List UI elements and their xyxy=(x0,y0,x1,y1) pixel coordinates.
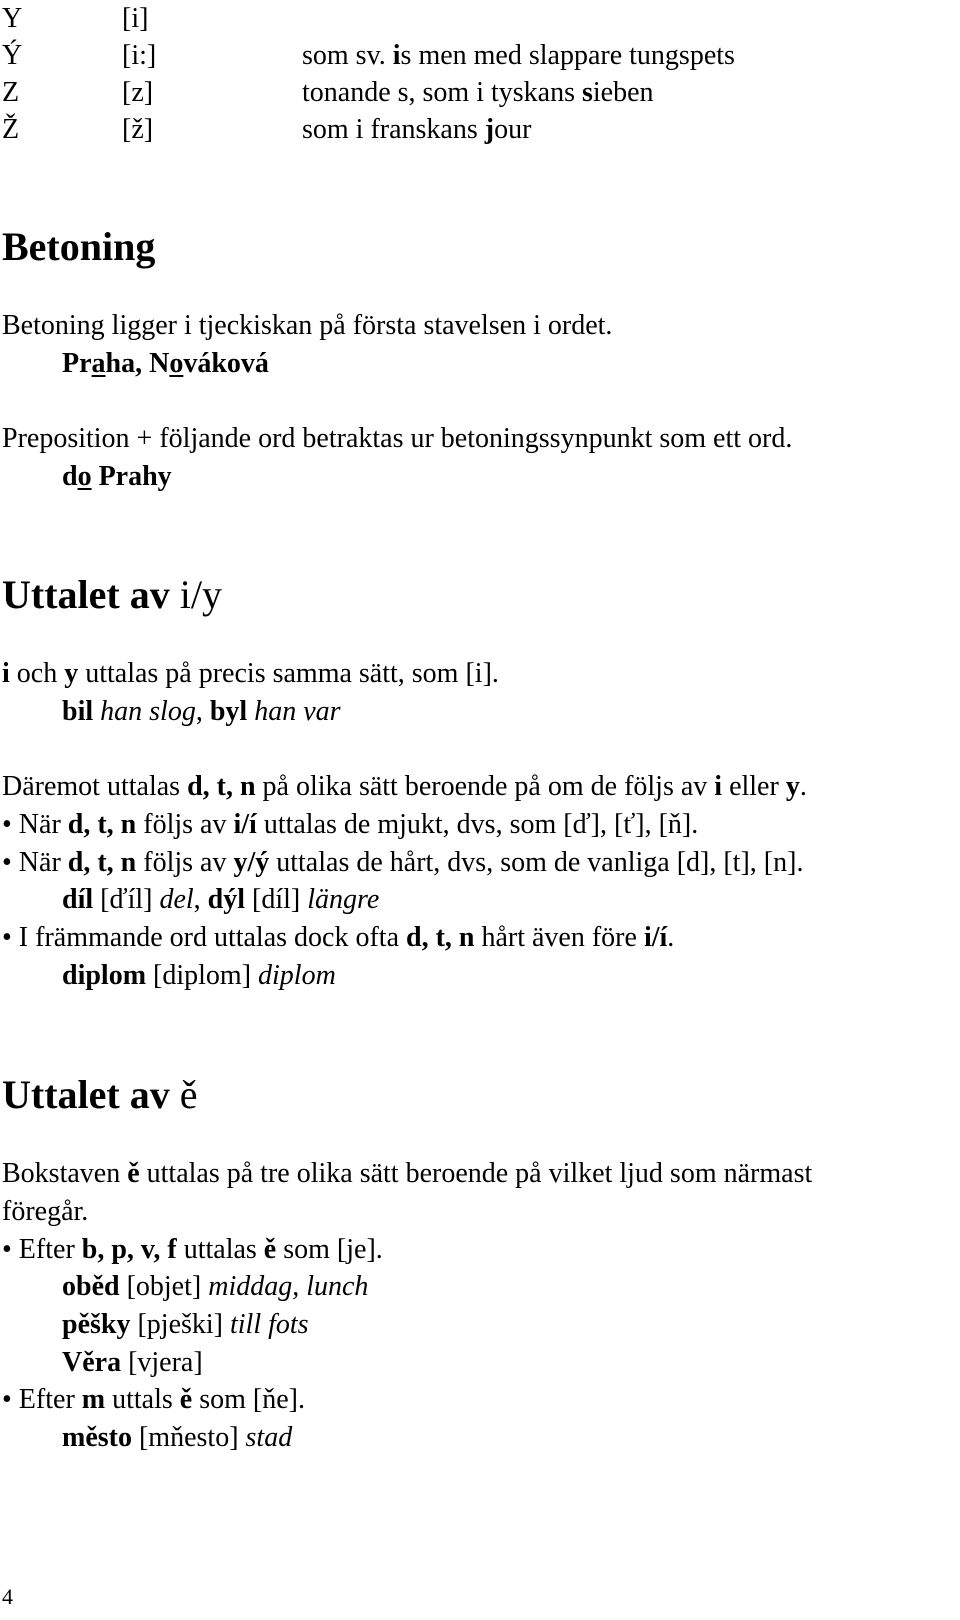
e-caron-example: Věra [vjera] xyxy=(62,1347,203,1378)
section-heading-betoning: Betoning xyxy=(2,224,156,269)
e-caron-example-mesto: město [mňesto] stad xyxy=(62,1422,293,1453)
iy-rule: i och y uttalas på precis samma sätt, som [i]. xyxy=(2,658,499,689)
alphabet-letter: Y xyxy=(2,3,23,34)
e-caron-bullet-bpvf: • Efter b, p, v, f uttalas ě som [je]. xyxy=(2,1234,383,1265)
page-number: 4 xyxy=(2,1584,13,1609)
alphabet-ipa: [i:] xyxy=(122,40,157,71)
alphabet-row xyxy=(0,74,960,112)
alphabet-letter: Z xyxy=(2,77,20,108)
e-caron-rule-continued: föregår. xyxy=(2,1196,89,1227)
alphabet-ipa: [ž] xyxy=(122,114,154,145)
alphabet-row xyxy=(0,111,960,149)
section-heading-iy: Uttalet av i/y xyxy=(2,572,222,617)
iy-bullet-soft: • När d, t, n följs av i/í uttalas de mjukt, dvs, som [ď], [ť], [ň]. xyxy=(2,809,699,840)
e-caron-example: oběd [objet] middag, lunch xyxy=(62,1271,369,1302)
alphabet-row xyxy=(0,37,960,75)
iy-contrast: Däremot uttalas d, t, n på olika sätt beroende på om de följs av i eller y. xyxy=(2,771,807,802)
e-caron-example: pěšky [pješki] till fots xyxy=(62,1309,309,1340)
alphabet-description: tonande s, som i tyskans sieben xyxy=(302,77,654,108)
alphabet-letter: Ž xyxy=(2,114,20,145)
betoning-example: Praha, Nováková xyxy=(62,348,269,379)
e-caron-bullet-m: • Efter m uttals ě som [ňe]. xyxy=(2,1384,305,1415)
alphabet-letter: Ý xyxy=(2,40,23,71)
iy-example: bil han slog, byl han var xyxy=(62,696,341,727)
iy-example-dil: díl [ďíl] del, dýl [díl] längre xyxy=(62,884,380,915)
betoning-preposition-example: do Prahy xyxy=(62,461,172,492)
alphabet-row xyxy=(0,0,960,38)
section-heading-e-caron: Uttalet av ě xyxy=(2,1072,198,1117)
iy-bullet-hard: • När d, t, n följs av y/ý uttalas de hårt, dvs, som de vanliga [d], [t], [n]. xyxy=(2,847,804,878)
e-caron-rule: Bokstaven ě uttalas på tre olika sätt beroende på vilket ljud som närmast xyxy=(2,1158,813,1189)
iy-example-diplom: diplom [diplom] diplom xyxy=(62,960,336,991)
alphabet-ipa: [z] xyxy=(122,77,154,108)
iy-bullet-foreign: • I främmande ord uttalas dock ofta d, t, n hårt även före i/í. xyxy=(2,922,675,953)
alphabet-description: som i franskans jour xyxy=(302,114,532,145)
betoning-rule: Betoning ligger i tjeckiskan på första stavelsen i ordet. xyxy=(2,310,613,341)
betoning-preposition-rule: Preposition + följande ord betraktas ur betoningssynpunkt som ett ord. xyxy=(2,423,793,454)
alphabet-ipa: [i] xyxy=(122,3,149,34)
alphabet-description: som sv. is men med slappare tungspets xyxy=(302,40,735,71)
